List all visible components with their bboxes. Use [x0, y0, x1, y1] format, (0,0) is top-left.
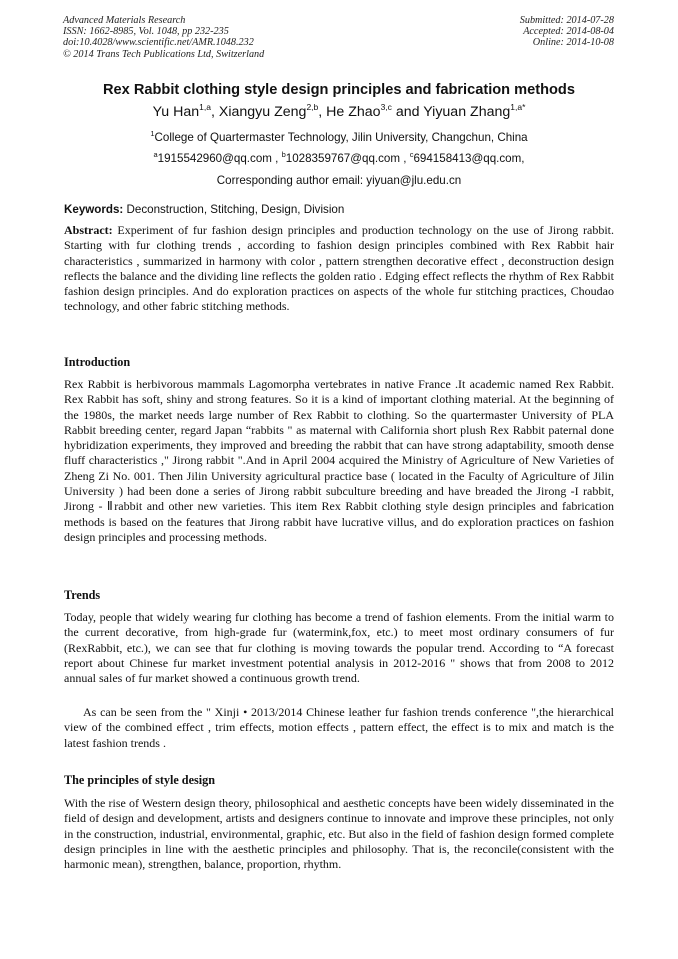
- author-email: 1915542960@qq.com ,: [157, 152, 282, 165]
- paper-title: Rex Rabbit clothing style design principles and fabrication methods: [103, 82, 575, 98]
- affiliation-text: College of Quartermaster Technology, Jilin University, Changchun, China: [154, 131, 528, 144]
- author-affiliation-mark: 3,c: [380, 102, 392, 112]
- principles-heading: The principles of style design: [64, 773, 215, 787]
- accepted-date: Accepted: 2014-08-04: [523, 26, 614, 38]
- introduction-heading: Introduction: [64, 355, 131, 369]
- keywords-text: Deconstruction, Stitching, Design, Division: [123, 203, 345, 216]
- journal-name: Advanced Materials Research: [63, 15, 186, 26]
- abstract-label: Abstract:: [64, 223, 113, 237]
- trends-paragraph-2: As can be seen from the " Xinji • 2013/2014 Chinese leather fur fashion trends conference ",the hierarchical view of the combined effect , trim effects, motion effects , pattern effect, the effect is to mix and match is the latest fashion trends .: [64, 705, 614, 750]
- principles-paragraph: With the rise of Western design theory, philosophical and aesthetic concepts have been widely disseminated in the field of design and development, artists and designers continue to innovate and improve these principles, not only in the construction, industrial, environmental, graphic, etc. But also in the field of fashion design formed complete design principles in line with the aesthetic principles and philosophy. That is, the reconcile(consistent with the harmonic mean), strengthen, balance, proportion, rhythm.: [64, 796, 614, 872]
- author-name: Yu Han: [152, 104, 200, 120]
- abstract: [64, 223, 614, 315]
- author-separator: ,: [318, 104, 327, 120]
- author-affiliation-mark: 2,b: [306, 102, 319, 112]
- introduction-paragraph: Rex Rabbit is herbivorous mammals Lagomorpha vertebrates in native France .It academic named Rex Rabbit. Rex Rabbit has soft, shiny and strong features. So it is a kind of important clothing material. At the beginning of the 1980s, the market needs large number of Rex Rabbit to clothing. So the quartermaster University of PLA Rabbit breeding center, regard Japan “rabbits " as maternal with California short plush Rex Rabbit paternal done hybridization experiments, they improved and breeding the rabbit that can have strong adaptability, smooth dense fluff characteristics ," Jirong rabbit ".And in April 2004 acquired the Ministry of Agriculture of New Varieties of Zheng Zi No. 001. Then Jilin University agricultural practice base ( located in the Faculty of Agriculture of Jilin University ) had been done a series of Jirong rabbit subculture breeding and have breaded the Jirong -I rabbit, Jirong - Ⅱrabbit and other new varieties. This item Rex Rabbit clothing style design principles and fabrication methods is based on the features that Jirong rabbit have lucrative villus, and do exploration practices on fashion design principles and processing methods.: [64, 377, 614, 544]
- keywords-label: Keywords:: [64, 203, 124, 216]
- online-date: Online: 2014-10-08: [532, 37, 614, 49]
- author-name: Xiangyu Zeng: [218, 104, 307, 120]
- email-mark: b: [281, 150, 286, 159]
- corresponding-author: Corresponding author email: yiyuan@jlu.edu.cn: [216, 174, 462, 187]
- email-list: [0, 152, 678, 165]
- abstract-text: Experiment of fur fashion design principles and production technology on the use of Jirong rabbit. Starting with fur clothing trends , according to fashion design principles combined with Rex Rabbit hair characteristics , summarized in harmony with color , pattern strengthen decorative effect , deconstruction design reflects the balance and the dividing line reflects the golden ratio . Edging effect reflects the rhythm of Rex Rabbit fashion design principles. And do exploration practices on aspects of the whole fur stitching practices, Choudao technology, and other fabric stitching methods.: [64, 223, 614, 314]
- email-mark: a: [153, 150, 158, 159]
- author-separator: ,: [210, 104, 219, 120]
- author-affiliation-mark: 1,a: [199, 102, 211, 112]
- trends-paragraph-1: Today, people that widely wearing fur clothing has become a trend of fashion elements. From the initial warm to the current decorative, from high-grade fur (watermink,fox, etc.) to meet most ordinary consumers of fur (RexRabbit, etc.), we can see that fur clothing is moving towards the popular trend. According to “A forecast report about Chinese fur market investment potential analysis in 2012-2016 " shows that from 2008 to 2012 annual sales of fur market showed a continuous growth trend.: [64, 610, 614, 686]
- submitted-date: Submitted: 2014-07-28: [519, 15, 614, 26]
- keywords-line: [64, 203, 344, 216]
- issn-line: ISSN: 1662-8985, Vol. 1048, pp 232-235: [63, 26, 229, 38]
- author-name: Yiyuan Zhang: [423, 104, 511, 120]
- copyright-line: © 2014 Trans Tech Publications Ltd, Switzerland: [63, 48, 265, 60]
- author-email: 1028359767@qq.com ,: [285, 152, 410, 165]
- affiliation: [0, 131, 678, 144]
- doi-line: doi:10.4028/www.scientific.net/AMR.1048.232: [63, 37, 254, 49]
- author-name: He Zhao: [326, 104, 381, 120]
- affiliation-mark: 1: [150, 129, 155, 138]
- author-list: [0, 104, 678, 120]
- dates-block: [520, 15, 614, 49]
- author-separator: and: [391, 104, 424, 120]
- trends-heading: Trends: [64, 588, 101, 602]
- author-email: 694158413@qq.com,: [413, 152, 525, 165]
- journal-info-block: [63, 15, 264, 60]
- email-mark: c: [409, 150, 414, 159]
- author-affiliation-mark: 1,a*: [510, 102, 526, 112]
